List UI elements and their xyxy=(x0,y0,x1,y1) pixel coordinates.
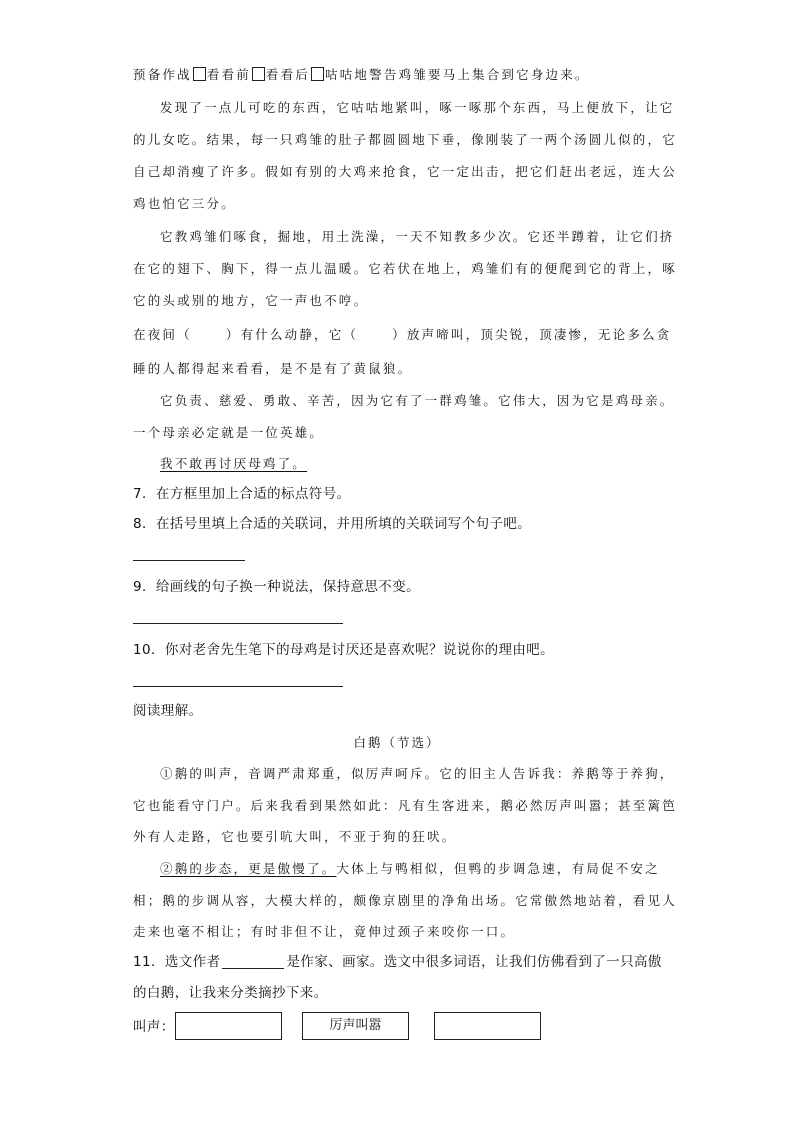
passage-line: 的儿女吃。结果，每一只鸡雏的肚子都圆圆地下垂，像刚装了一两个汤圆儿似的，它 xyxy=(133,132,677,147)
author-blank[interactable] xyxy=(222,954,284,969)
answer-box-3[interactable] xyxy=(434,1012,541,1040)
text-segment: 11．选文作者 xyxy=(133,954,221,970)
passage-line: 发现了一点儿可吃的东西，它咕咕地紧叫，啄一啄那个东西，马上便放下，让它 xyxy=(160,100,675,115)
text-segment: 预备作战 xyxy=(133,67,192,82)
text-segment: 大体上与鸭相似，但鸭的步调急速，有局促不安之 xyxy=(336,861,660,876)
question-8: 8．在括号里填上合适的关联词，并用所填的关联词写个句子吧。 xyxy=(133,516,532,532)
passage-line: 睡的人都得起来看看，是不是有了黄鼠狼。 xyxy=(133,361,413,376)
text-segment: 在夜间（ xyxy=(133,327,192,342)
passage-line xyxy=(133,326,671,344)
text-segment: 咕咕地警告鸡雏要马上集合到它身边来。 xyxy=(325,67,590,82)
answer-box-1[interactable] xyxy=(175,1012,282,1040)
text-segment: 看看后 xyxy=(265,67,311,82)
answer-box-2[interactable]: 厉声叫嚣 xyxy=(302,1012,409,1040)
question-7: 7．在方框里加上合适的标点符号。 xyxy=(133,486,351,502)
passage-line xyxy=(160,860,660,878)
text-segment: ）放声啼叫，顶尖锐，顶凄惨，无论多么贪 xyxy=(392,327,672,342)
underlined-sentence: 我不敢再讨厌母鸡了。 xyxy=(160,456,308,471)
passage-line: ①鹅的叫声，音调严肃郑重，似厉声呵斥。它的旧主人告诉我：养鹅等于养狗， xyxy=(160,766,675,781)
passage-line: 自己却消瘦了许多。假如有别的大鸡来抢食，它一定出击，把它们赶出老远，连大公 xyxy=(133,164,677,179)
passage-line: 走来也毫不相让；有时非但不让，竟伸过颈子来咬你一口。 xyxy=(133,924,516,939)
question-11-cont: 的白鹅，让我来分类摘抄下来。 xyxy=(133,985,328,1001)
text-segment: ）有什么动静，它（ xyxy=(225,327,359,342)
passage-line: 它教鸡雏们啄食，掘地，用土洗澡，一天不知教多少次。它还半蹲着，让它们挤 xyxy=(160,229,675,244)
text-segment: 看看前 xyxy=(206,67,251,82)
passage-line: 一个母亲必定就是一位英雄。 xyxy=(133,425,325,440)
passage-line: 在它的翅下、胸下，得一点儿温暖。它若伏在地上，鸡雏们有的便爬到它的背上，啄 xyxy=(133,261,677,276)
passage-line: 它的头或别的地方，它一声也不哼。 xyxy=(133,293,369,308)
passage-line: 外有人走路，它也要引吭大叫，不亚于狗的狂吠。 xyxy=(133,829,457,844)
punctuation-box[interactable] xyxy=(193,67,206,81)
punctuation-box[interactable] xyxy=(311,67,324,81)
underlined-sentence: ②鹅的步态，更是傲慢了。 xyxy=(160,861,337,876)
section-heading: 阅读理解。 xyxy=(133,703,203,719)
passage-line: 鸡也怕它三分。 xyxy=(133,196,236,211)
punctuation-box[interactable] xyxy=(252,67,265,81)
passage-title: 白鹅（节选） xyxy=(353,735,441,750)
answer-line[interactable] xyxy=(133,686,343,687)
passage-line: 它也能看守门户。后来我看到果然如此：凡有生客进来，鹅必然厉声叫嚣；甚至篱笆 xyxy=(133,798,677,813)
passage-line: 相；鹅的步调从容，大模大样的，颇像京剧里的净角出场。它常傲然地站着，看见人 xyxy=(133,893,677,908)
passage-line: 它负责、慈爱、勇敢、辛苦，因为它有了一群鸡雏。它伟大，因为它是鸡母亲。 xyxy=(160,393,675,408)
category-label: 叫声： xyxy=(133,1019,175,1035)
question-9: 9．给画线的句子换一种说法，保持意思不变。 xyxy=(133,579,420,595)
answer-line[interactable] xyxy=(133,560,245,561)
question-11 xyxy=(133,953,662,971)
answer-line[interactable] xyxy=(133,623,343,624)
question-10: 10．你对老舍先生笔下的母鸡是讨厌还是喜欢呢？说说你的理由吧。 xyxy=(133,642,555,658)
text-segment: 是作家、画家。选文中很多词语，让我们仿佛看到了一只高傲 xyxy=(286,954,662,970)
passage-line xyxy=(133,66,590,84)
